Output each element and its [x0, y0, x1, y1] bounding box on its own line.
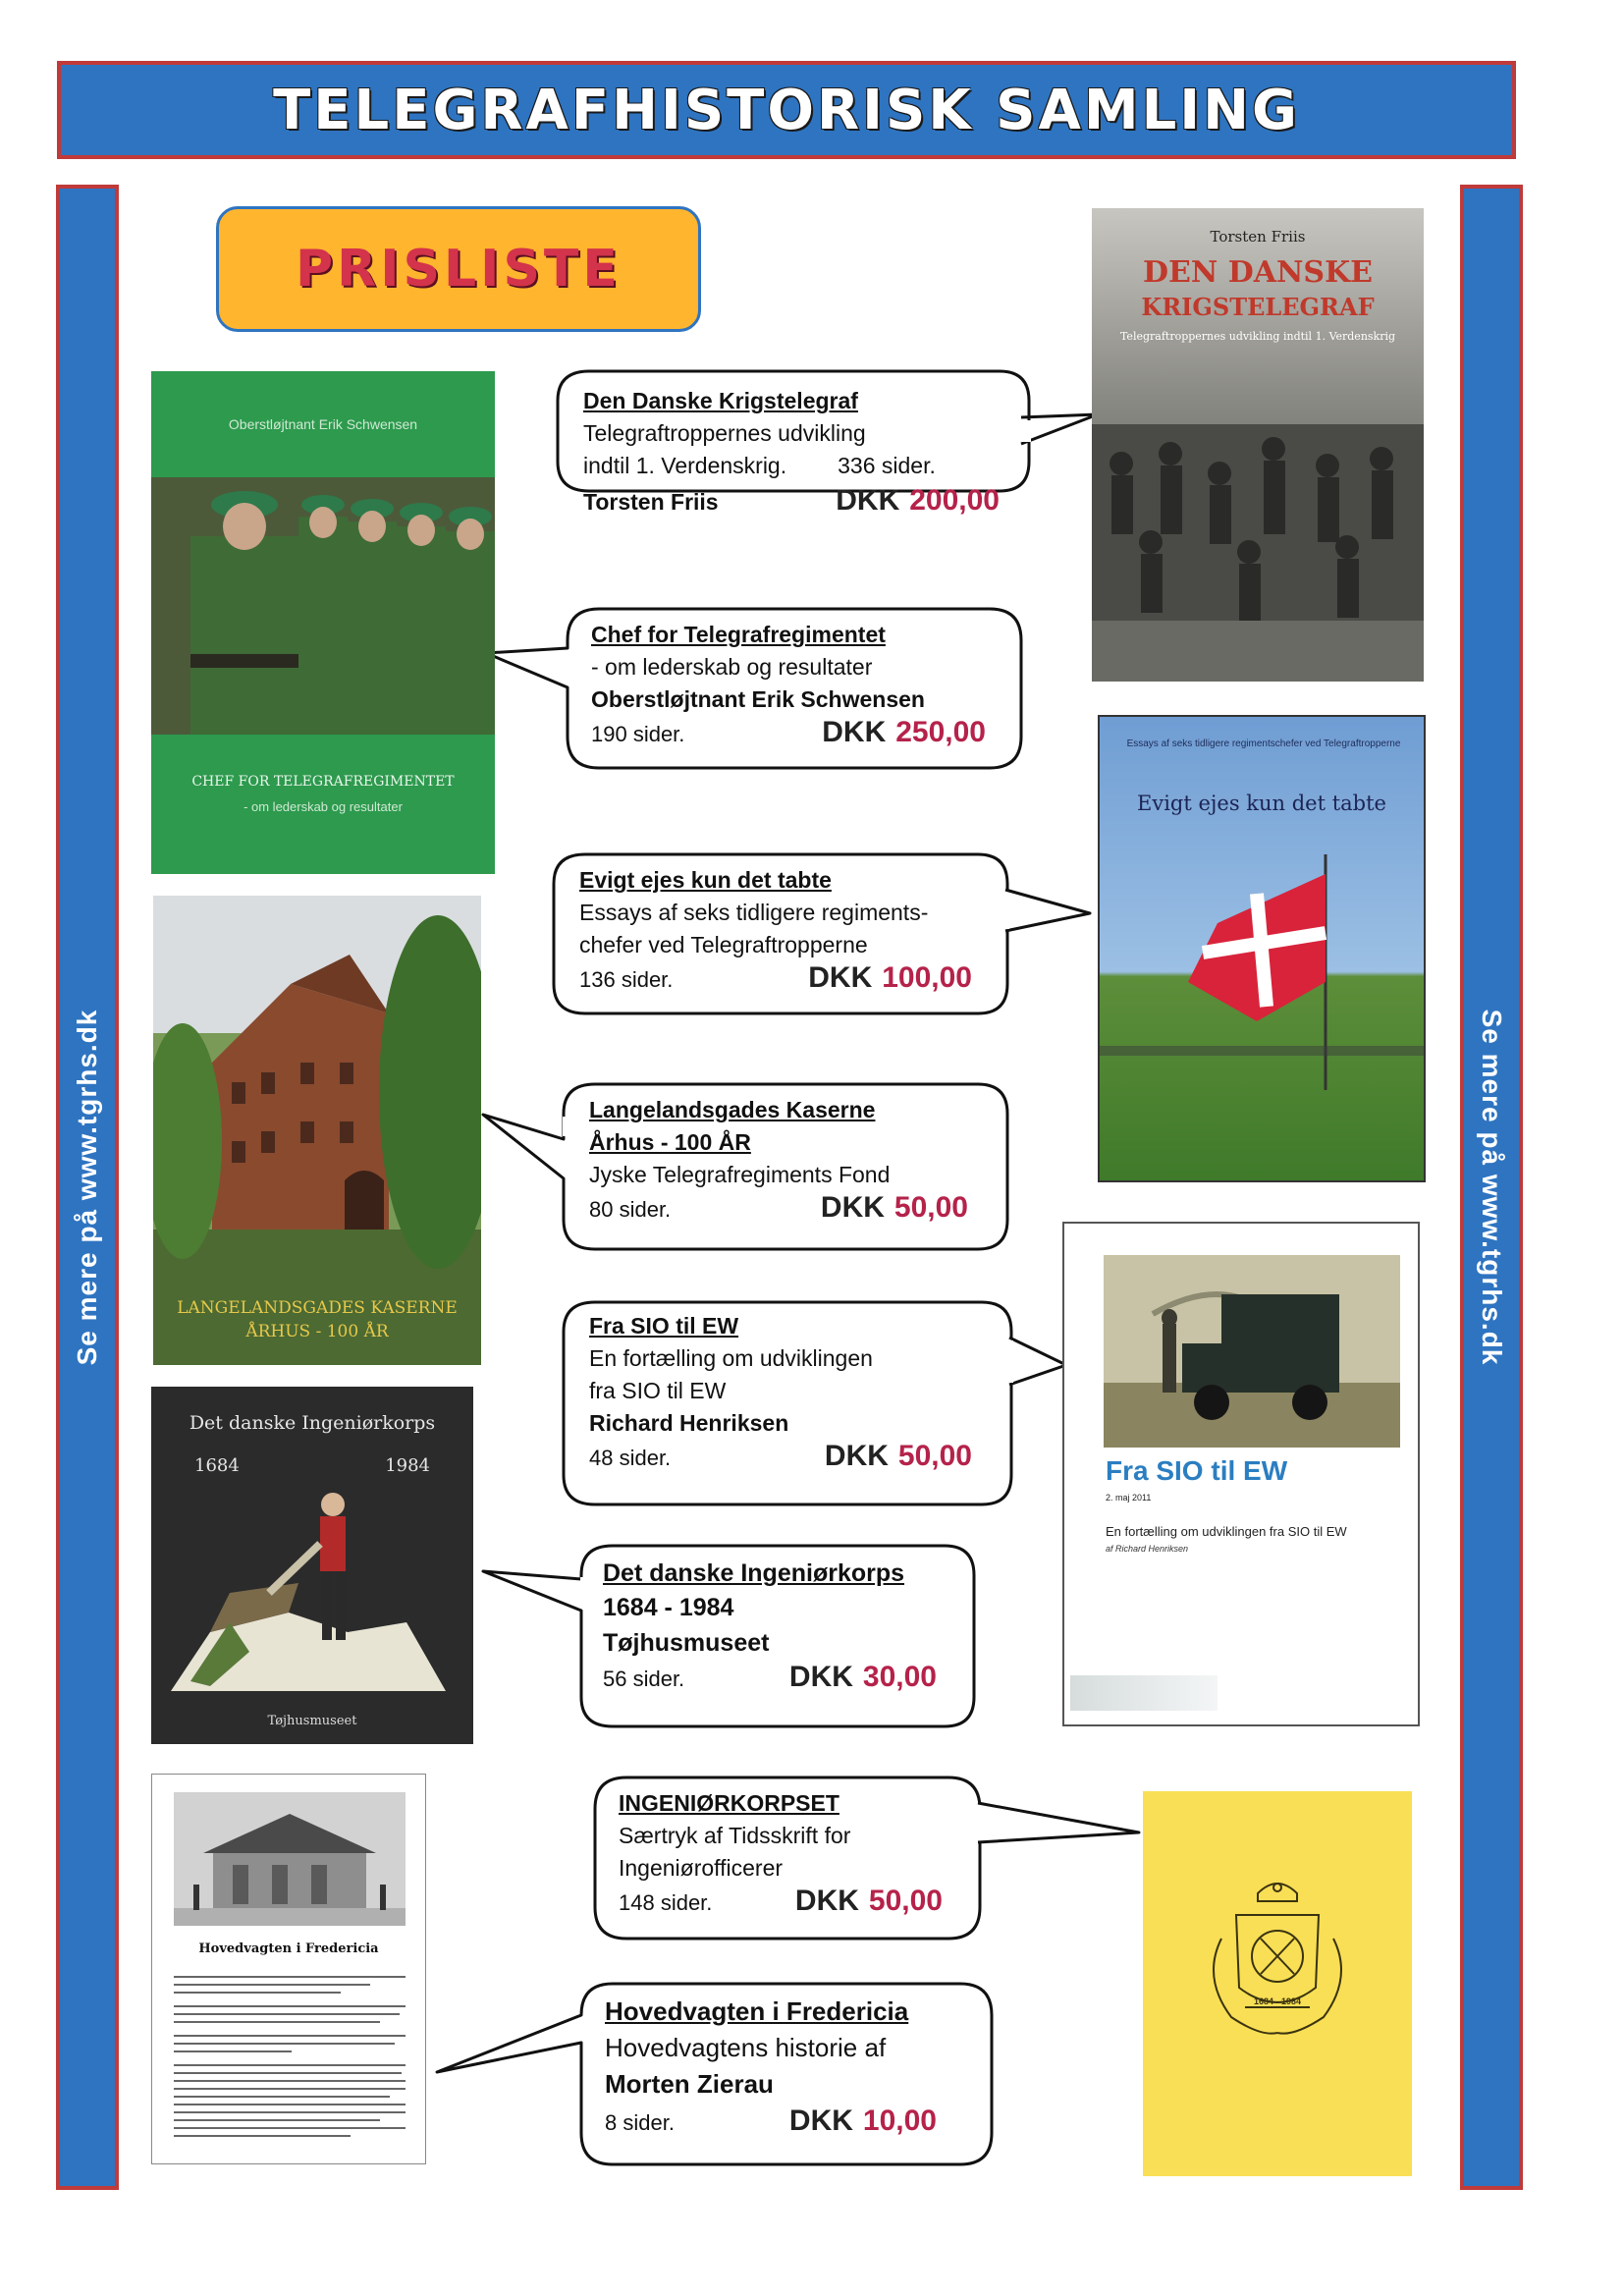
item-title[interactable]: Den Danske Krigstelegraf	[583, 388, 858, 413]
item-title[interactable]: Hovedvagten i Fredericia	[605, 1996, 909, 2026]
cover-author: Oberstløjtnant Erik Schwensen	[228, 416, 418, 432]
cover-langelandsgades-kaserne[interactable]	[153, 896, 481, 1365]
item-5-text	[589, 1310, 972, 1474]
item-description: Hovedvagtens historie af	[605, 2033, 887, 2062]
cover-author: af Richard Henriksen	[1106, 1544, 1189, 1554]
item-price: 250,00	[895, 716, 986, 748]
item-pages: 190 sider.	[591, 722, 685, 746]
cover-year-start: 1684	[194, 1455, 240, 1476]
cover-subtitle: Telegraftroppernes udvikling indtil 1. Verdenskrig	[1119, 330, 1396, 343]
item-price: 50,00	[893, 1191, 968, 1224]
item-description: Særtryk af Tidsskrift for	[619, 1823, 851, 1848]
item-pages: 136 sider.	[579, 967, 674, 992]
item-6-text	[603, 1558, 937, 1695]
item-description: chefer ved Telegraftropperne	[579, 932, 868, 957]
item-pages: 8 sider.	[605, 2110, 675, 2135]
cover-emblem-years: 1684 - 1984	[1253, 1996, 1302, 2006]
cover-title: Evigt ejes kun det tabte	[1137, 792, 1386, 815]
cover-den-danske-krigstelegraf[interactable]	[1092, 208, 1424, 682]
cover-body-text-lines	[174, 1967, 406, 2154]
left-website-link[interactable]: Se mere på www.tgrhs.dk	[72, 1009, 102, 1366]
item-currency: DKK	[836, 484, 900, 517]
item-price: 30,00	[862, 1661, 937, 1693]
item-pages: 148 sider.	[619, 1890, 713, 1915]
item-author: Oberstløjtnant Erik Schwensen	[591, 686, 925, 712]
item-price: 200,00	[909, 484, 1000, 517]
item-years: 1684 - 1984	[603, 1594, 734, 1621]
cover-photo-barracks	[153, 896, 481, 1365]
cover-illustration-officer	[151, 1485, 473, 1701]
cover-photo-guardhouse	[174, 1792, 406, 1926]
item-description: Jyske Telegrafregiments Fond	[589, 1162, 891, 1187]
item-description: En fortælling om udviklingen	[589, 1345, 873, 1371]
item-currency: DKK	[824, 1440, 889, 1472]
item-title[interactable]: Det danske Ingeniørkorps	[603, 1559, 905, 1587]
cover-photo-officer	[151, 477, 495, 735]
item-title[interactable]: Chef for Telegrafregimentet	[591, 622, 886, 647]
cover-year-end: 1984	[385, 1455, 430, 1476]
item-description: indtil 1. Verdenskrig.	[583, 453, 787, 478]
item-currency: DKK	[822, 716, 887, 748]
cover-top-text: Essays af seks tidligere regimentschefer ved Telegraftropperne	[1126, 738, 1401, 749]
item-currency: DKK	[794, 1885, 859, 1917]
bubble-3-tail	[1005, 890, 1090, 931]
item-1-text	[583, 385, 1000, 519]
item-author: Torsten Friis	[583, 489, 719, 515]
item-description: fra SIO til EW	[589, 1378, 727, 1403]
cover-date: 2. maj 2011	[1106, 1493, 1152, 1503]
page-title: TELEGRAFHISTORISK SAMLING	[273, 78, 1300, 142]
cover-title: LANGELANDSGADES KASERNE	[177, 1298, 458, 1318]
right-website-link[interactable]: Se mere på www.tgrhs.dk	[1477, 1009, 1507, 1366]
cover-evigt-ejes-kun-det-tabte[interactable]	[1098, 715, 1426, 1182]
item-description: Telegraftroppernes udvikling	[583, 420, 866, 446]
cover-bottom-strip	[1070, 1675, 1218, 1711]
item-currency: DKK	[788, 1661, 853, 1693]
item-currency: DKK	[820, 1191, 885, 1224]
cover-flag-image	[1100, 835, 1426, 1129]
cover-hovedvagten-i-fredericia[interactable]	[151, 1774, 426, 2164]
cover-title-line-2: ÅRHUS - 100 ÅR	[245, 1322, 389, 1341]
cover-det-danske-ingeniorkorps[interactable]	[151, 1387, 473, 1744]
cover-title: DEN DANSKE	[1142, 255, 1374, 290]
cover-title-line-2: KRIGSTELEGRAF	[1141, 293, 1375, 321]
item-author: Morten Zierau	[605, 2069, 774, 2099]
cover-chef-for-telegrafregimentet[interactable]	[151, 371, 495, 874]
item-price: 10,00	[862, 2105, 937, 2137]
prisliste-label: PRISLISTE	[296, 240, 622, 299]
cover-emblem-icon	[1143, 1791, 1412, 2176]
cover-author: Torsten Friis	[1210, 228, 1306, 246]
cover-title: Fra SIO til EW	[1106, 1455, 1288, 1486]
item-pages: 80 sider.	[589, 1197, 672, 1222]
bubble-7-tail	[978, 1803, 1139, 1842]
cover-fra-sio-til-ew[interactable]	[1062, 1222, 1420, 1726]
item-description: Ingeniørofficerer	[619, 1855, 784, 1881]
item-4-text	[589, 1094, 968, 1226]
item-pages: 56 sider.	[603, 1667, 685, 1691]
item-title[interactable]: Langelandsgades Kaserne	[589, 1097, 876, 1122]
cover-title: Hovedvagten i Fredericia	[198, 1941, 379, 1956]
cover-photo-truck	[1104, 1255, 1400, 1448]
cover-subtitle: - om lederskab og resultater	[244, 799, 403, 814]
cover-subtitle: En fortælling om udviklingen fra SIO til EW	[1106, 1524, 1347, 1539]
item-price: 50,00	[868, 1885, 943, 1917]
item-title[interactable]: Fra SIO til EW	[589, 1313, 739, 1339]
item-description: - om lederskab og resultater	[591, 654, 873, 680]
item-3-text	[579, 864, 972, 996]
item-price: 100,00	[882, 961, 972, 994]
cover-title: CHEF FOR TELEGRAFREGIMENTET	[191, 774, 455, 790]
item-currency: DKK	[788, 2105, 853, 2137]
item-pages: 336 sider.	[838, 453, 936, 478]
item-price: 50,00	[897, 1440, 972, 1472]
item-title[interactable]: Evigt ejes kun det tabte	[579, 867, 832, 893]
item-8-text	[605, 1994, 937, 2141]
item-publisher: Tøjhusmuseet	[603, 1629, 770, 1657]
cover-publisher: Tøjhusmuseet	[267, 1714, 357, 1728]
item-author: Richard Henriksen	[589, 1410, 789, 1436]
cover-ingeniorkorpset[interactable]	[1143, 1791, 1412, 2176]
item-title-line-2[interactable]: Århus - 100 ÅR	[589, 1129, 751, 1155]
cover-title: Det danske Ingeniørkorps	[189, 1412, 436, 1434]
item-7-text	[619, 1787, 943, 1919]
bubble-5-tail	[1009, 1338, 1066, 1385]
item-title[interactable]: INGENIØRKORPSET	[619, 1790, 839, 1816]
item-pages: 48 sider.	[589, 1446, 672, 1470]
item-currency: DKK	[808, 961, 873, 994]
item-2-text	[591, 619, 986, 750]
item-description: Essays af seks tidligere regiments-	[579, 900, 929, 925]
